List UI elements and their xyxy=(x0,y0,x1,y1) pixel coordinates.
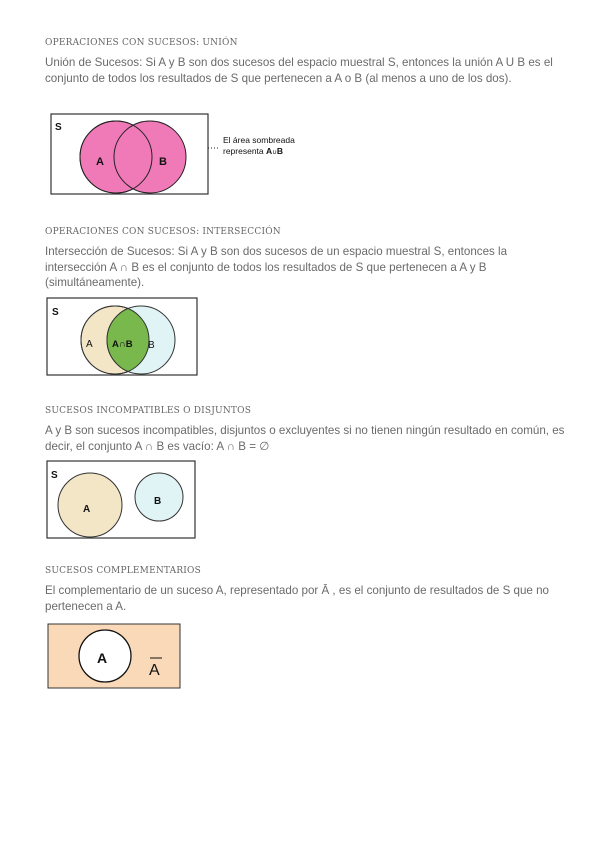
venn-union-figure xyxy=(48,110,308,198)
heading-union: OPERACIONES CON SUCESOS: UNIÓN xyxy=(45,38,238,48)
note-line-1: El área sombreada xyxy=(223,135,295,145)
circle-b-label: B xyxy=(159,156,167,168)
complement-figure xyxy=(47,623,183,691)
circle-a-label: A xyxy=(97,650,108,666)
circle-b-label: B xyxy=(148,340,155,351)
circle-b-label: B xyxy=(154,496,162,507)
s-label: S xyxy=(55,122,62,133)
circle-a-label: A xyxy=(83,504,91,515)
heading-disjoint: SUCESOS INCOMPATIBLES O DISJUNTOS xyxy=(45,406,252,416)
circle-a-label: A xyxy=(96,156,104,168)
heading-complement: SUCESOS COMPLEMENTARIOS xyxy=(45,566,202,576)
note-line-2: representa A∪B xyxy=(223,146,284,156)
intersection-label: A∩B xyxy=(112,339,133,350)
complement-label: A xyxy=(149,662,160,679)
heading-intersection: OPERACIONES CON SUCESOS: INTERSECCIÓN xyxy=(45,227,281,237)
s-label: S xyxy=(51,470,58,481)
paragraph-intersection: Intersección de Sucesos: Si A y B son dos sucesos de un espacio muestral S, entonces la intersección A ∩ B es el conjunto de todos los resultados de S que pertenecen a A y B (simultáneamente). xyxy=(45,245,508,289)
venn-intersection-figure xyxy=(46,297,200,379)
paragraph-disjoint: A y B son sucesos incompatibles, disjuntos o excluyentes si no tienen ningún resultado en común, es decir, el conjunto A ∩ B es vacío: A ∩ B = ∅ xyxy=(45,424,565,453)
paragraph-complement: El complementario de un suceso A, representado por Ā , es el conjunto de resultados de S que no pertenecen a A. xyxy=(45,584,549,613)
venn-disjoint-figure xyxy=(46,460,198,542)
circle-a-label: A xyxy=(86,339,93,350)
paragraph-union: Unión de Sucesos: Si A y B son dos sucesos del espacio muestral S, entonces la unión A U B es el conjunto de todos los resultados de S que pertenecen a A o B (al menos a uno de los dos). xyxy=(45,56,553,85)
s-label: S xyxy=(52,307,59,318)
